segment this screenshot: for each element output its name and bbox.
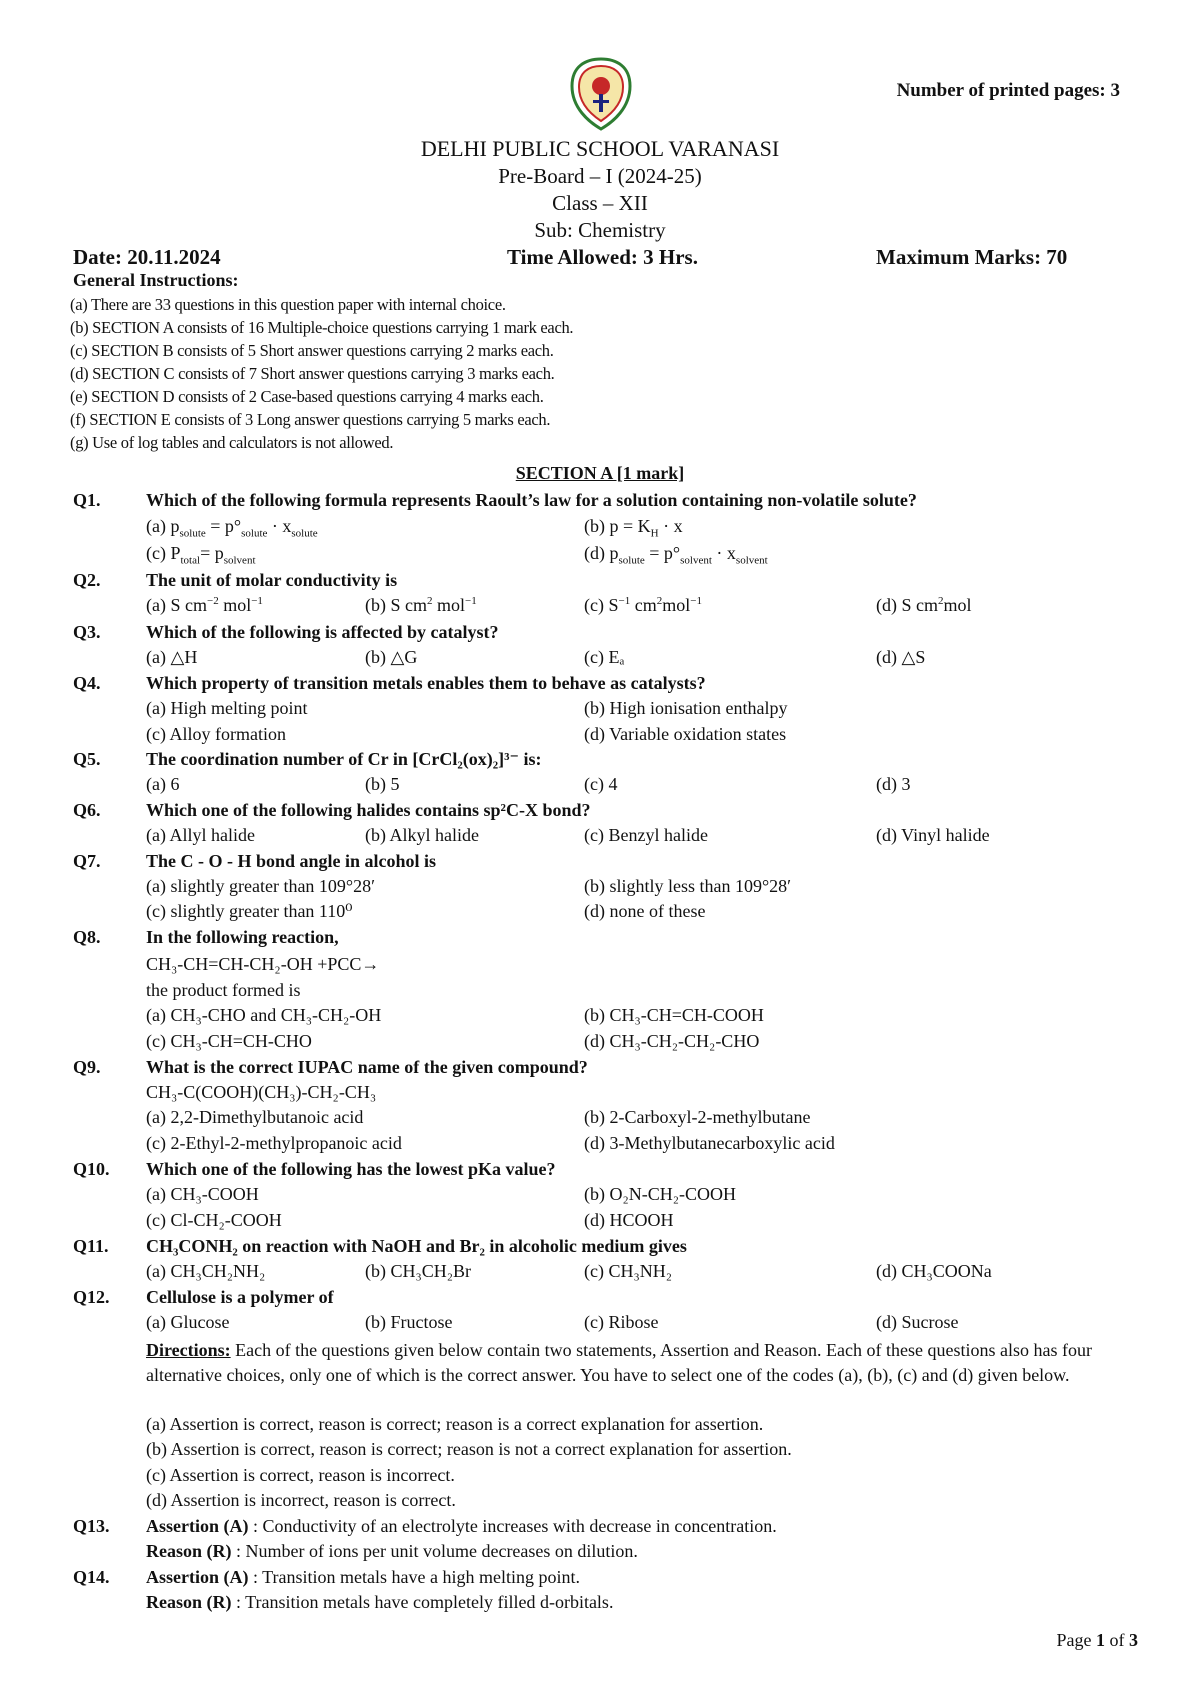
page-of: of [1105, 1630, 1129, 1650]
option-b: (b) 2-Carboxyl-2-methylbutane [584, 1107, 811, 1127]
instruction-item: (f) SECTION E consists of 3 Long answer questions carrying 5 marks each. [70, 410, 551, 429]
option-b: (b) CH₃CH₂Br [365, 1261, 472, 1281]
option-b: (b) S $cm^2$ mol$^{-1}$ [365, 595, 477, 615]
maximum-marks: Maximum Marks: 70 [876, 245, 1068, 269]
printed-pages: Number of printed pages: 3 [896, 80, 1120, 101]
reason-text: : Number of ions per unit volume decreases on dilution. [231, 1541, 638, 1561]
option-b: (b) Alkyl halide [365, 825, 479, 845]
subject-label: Sub: Chemistry [534, 218, 666, 242]
exam-name: Pre-Board – I (2024-25) [498, 164, 702, 188]
option-a: (a) S $cm^{-2}$ mol$^{-1}$ [146, 595, 263, 615]
question-text: Cellulose is a polymer of [146, 1287, 334, 1307]
option-b: (b) 5 [365, 774, 400, 794]
reason-label: Reason (R) [146, 1592, 232, 1612]
option-a: (a) 6 [146, 774, 180, 794]
option-c: (c) 4 [584, 774, 618, 794]
question-number: Q8. [73, 927, 101, 947]
option-d: (d) CH₃-CH₂-CH₂-CHO [584, 1031, 760, 1051]
assertion-text: : Transition metals have a high melting point. [248, 1567, 580, 1587]
instruction-item: (a) There are 33 questions in this question paper with internal choice. [70, 295, 506, 314]
option-b: (b) CH₃-CH=CH-COOH [584, 1005, 764, 1025]
option-d: (d) none of these [584, 901, 706, 921]
directions-paragraph [146, 1338, 1121, 1388]
option-c: (c) Cl-CH₂-COOH [146, 1210, 282, 1230]
instruction-item: (c) SECTION B consists of 5 Short answer questions carrying 2 marks each. [70, 341, 554, 360]
question-text: In the following reaction, [146, 927, 339, 947]
option-c: (c) Eₐ [584, 647, 625, 667]
code-d: (d) Assertion is incorrect, reason is correct. [146, 1490, 456, 1510]
option-c: (c) $P_{total}= p_{solvent}$ [146, 543, 256, 567]
assertion-text: : Conductivity of an electrolyte increases with decrease in concentration. [248, 1516, 777, 1536]
option-d: (d) △S [876, 647, 926, 667]
option-b: (b) Fructose [365, 1312, 453, 1332]
question-text: What is the correct IUPAC name of the given compound? [146, 1057, 588, 1077]
current-page: 1 [1096, 1630, 1105, 1650]
option-d: (d) S $cm^2mol$ [876, 595, 972, 615]
reason-text: : Transition metals have completely filled d-orbitals. [231, 1592, 614, 1612]
option-c: (c) $S^{-1}$ $cm^2mol^{-1}$ [584, 595, 702, 615]
directions-label: Directions: [146, 1340, 231, 1360]
option-d: (d) $p_{solute} = p^\circ_{solvent} \cdot x_{solvent}$ [584, 543, 768, 567]
question-number: Q6. [73, 800, 101, 820]
question-number: Q3. [73, 622, 101, 642]
question-text: Which property of transition metals enables them to behave as catalysts? [146, 673, 706, 693]
assertion-label: Assertion (A) [146, 1567, 249, 1587]
option-c: (c) Benzyl halide [584, 825, 708, 845]
option-c: (c) Ribose [584, 1312, 659, 1332]
class-label: Class – XII [552, 191, 648, 215]
option-a: (a) Allyl halide [146, 825, 255, 845]
question-text: The coordination number of Cr in [CrCl₂(ox)₂]³⁻ is: [146, 749, 542, 769]
instruction-item: (e) SECTION D consists of 2 Case-based questions carrying 4 marks each. [70, 387, 544, 406]
school-logo [568, 56, 634, 132]
code-b: (b) Assertion is correct, reason is correct; reason is not a correct explanation for assertion. [146, 1439, 792, 1459]
instruction-item: (b) SECTION A consists of 16 Multiple-choice questions carrying 1 mark each. [70, 318, 574, 337]
time-allowed: Time Allowed: 3 Hrs. [507, 245, 698, 269]
option-a: (a) slightly greater than 109°28′ [146, 876, 376, 896]
instruction-item: (d) SECTION C consists of 7 Short answer questions carrying 3 marks each. [70, 364, 555, 383]
option-a: (a) CH₃-CHO and CH₃-CH₂-OH [146, 1005, 382, 1025]
compound-formula: CH₃-C(COOH)(CH₃)-CH₂-CH₃ [146, 1082, 377, 1102]
page-prefix: Page [1056, 1630, 1096, 1650]
question-number: Q5. [73, 749, 101, 769]
question-text: Which one of the following halides contains sp²C-X bond? [146, 800, 591, 820]
assertion [146, 1567, 580, 1588]
question-number: Q4. [73, 673, 101, 693]
question-number: Q10. [73, 1159, 110, 1179]
option-d: (d) Vinyl halide [876, 825, 990, 845]
option-a: (a) △H [146, 647, 198, 667]
question-number: Q7. [73, 851, 101, 871]
option-d: (d) Variable oxidation states [584, 724, 787, 744]
exam-date: Date: 20.11.2024 [73, 245, 221, 269]
question-text: Which one of the following has the lowest pKa value? [146, 1159, 556, 1179]
option-c: (c) slightly greater than 110⁰ [146, 901, 353, 921]
reason [146, 1541, 638, 1562]
code-a: (a) Assertion is correct, reason is correct; reason is a correct explanation for assertion. [146, 1414, 764, 1434]
option-b: (b) High ionisation enthalpy [584, 698, 788, 718]
option-a: (a) 2,2-Dimethylbutanoic acid [146, 1107, 364, 1127]
option-d: (d) CH₃COONa [876, 1261, 992, 1281]
question-subtext: the product formed is [146, 980, 301, 1000]
question-number: Q2. [73, 570, 101, 590]
directions-text: Each of the questions given below contain two statements, Assertion and Reason. Each of these questions also has four alternative choices, only one of which is the correct answer. You have to select one of the codes (a), (b), (c) and (d) given below. [146, 1340, 1092, 1385]
question-text: The C - O - H bond angle in alcohol is [146, 851, 437, 871]
question-text: The unit of molar conductivity is [146, 570, 398, 590]
question-text: Which of the following is affected by catalyst? [146, 622, 499, 642]
assertion-label: Assertion (A) [146, 1516, 249, 1536]
assertion [146, 1516, 777, 1537]
instruction-item: (g) Use of log tables and calculators is not allowed. [70, 433, 394, 452]
reason [146, 1592, 613, 1613]
page-number [1057, 1630, 1139, 1651]
option-b: (b) slightly less than 109°28′ [584, 876, 792, 896]
option-c: (c) CH₃-CH=CH-CHO [146, 1031, 312, 1051]
option-c: (c) CH₃NH₂ [584, 1261, 673, 1281]
option-d: (d) HCOOH [584, 1210, 674, 1230]
option-d: (d) 3-Methylbutanecarboxylic acid [584, 1133, 835, 1153]
question-number: Q11. [73, 1236, 109, 1256]
code-c: (c) Assertion is correct, reason is incorrect. [146, 1465, 455, 1485]
option-a: (a) CH₃CH₂NH₂ [146, 1261, 266, 1281]
reason-label: Reason (R) [146, 1541, 232, 1561]
question-text: Which of the following formula represents Raoult’s law for a solution containing non-volatile solute? [146, 490, 917, 510]
question-number: Q1. [73, 490, 101, 510]
school-name: DELHI PUBLIC SCHOOL VARANASI [420, 136, 780, 161]
option-d: (d) 3 [876, 774, 911, 794]
option-c: (c) 2-Ethyl-2-methylpropanoic acid [146, 1133, 402, 1153]
option-c: (c) Alloy formation [146, 724, 286, 744]
question-number: Q9. [73, 1057, 101, 1077]
option-d: (d) Sucrose [876, 1312, 959, 1332]
reaction-equation: CH₃-CH=CH-CH₂-OH +PCC→ [146, 954, 380, 974]
option-a: (a) Glucose [146, 1312, 230, 1332]
question-number: Q12. [73, 1287, 110, 1307]
question-number: Q13. [73, 1516, 110, 1536]
option-a: (a) CH₃-COOH [146, 1184, 259, 1204]
question-text: CH₃CONH₂ on reaction with NaOH and Br₂ in alcoholic medium gives [146, 1236, 687, 1256]
question-number: Q14. [73, 1567, 110, 1587]
total-pages: 3 [1129, 1630, 1138, 1650]
option-a: (a) High melting point [146, 698, 308, 718]
option-b: (b) O₂N-CH₂-COOH [584, 1184, 737, 1204]
option-b: (b) △G [365, 647, 418, 667]
instructions-title: General Instructions: [73, 270, 239, 290]
option-a: (a) $p_{solute} = p^\circ_{solute} \cdot x_{solute}$ [146, 516, 318, 540]
section-a-heading: SECTION A [1 mark] [515, 463, 685, 483]
option-b: (b) $p = K_H \cdot x$ [584, 516, 683, 540]
